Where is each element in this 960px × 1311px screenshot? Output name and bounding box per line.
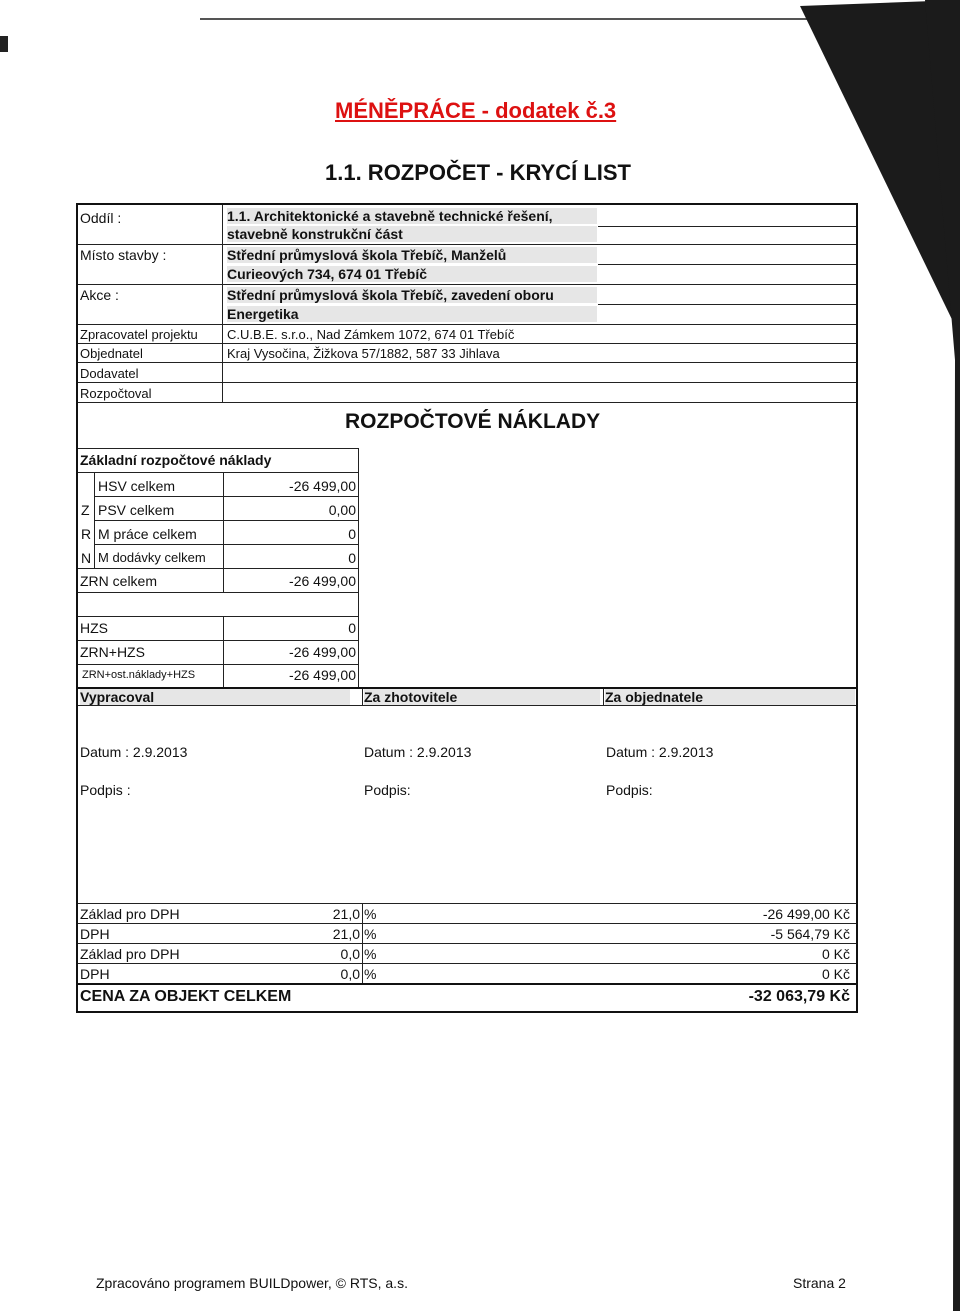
- rule: [78, 343, 856, 344]
- rule: [78, 943, 856, 944]
- rule: [78, 903, 856, 904]
- hzs-label: HZS: [80, 620, 108, 636]
- zakladni-heading: Základní rozpočtové náklady: [80, 452, 272, 468]
- hzs-value: 0: [348, 620, 356, 636]
- dph-row-4-unit: %: [364, 966, 377, 982]
- dph-row-3-label: Základ pro DPH: [80, 946, 180, 962]
- label-objednatel: Objednatel: [80, 346, 143, 361]
- rule: [78, 923, 856, 924]
- dph-row-1-unit: %: [364, 906, 377, 922]
- dph-row-4-amount: 0 Kč: [821, 966, 850, 982]
- rule: [358, 448, 359, 688]
- datum-zhotovitel: Datum : 2.9.2013: [364, 744, 472, 760]
- dph-row-4-label: DPH: [80, 966, 110, 982]
- scan-mark: [0, 36, 8, 52]
- zrn-ost-label: ZRN+ost.náklady+HZS: [82, 669, 196, 681]
- row-psv-label: PSV celkem: [98, 502, 175, 518]
- value-akce-1: Střední průmyslová škola Třebíč, zavedení oboru: [227, 287, 597, 303]
- document-title: MÉNĚPRÁCE - dodatek č.3: [335, 98, 617, 123]
- rule: [78, 592, 358, 593]
- rule: [94, 544, 358, 545]
- label-zpracovatel: Zpracovatel projektu: [80, 327, 198, 342]
- value-zpracovatel: C.U.B.E. s.r.o., Nad Zámkem 1072, 674 01 Třebíč: [227, 327, 515, 342]
- podpis-zhotovitel: Podpis:: [364, 782, 411, 798]
- label-za-objednatele: Za objednatele: [605, 689, 855, 705]
- scan-shadow-strip: [905, 0, 960, 1311]
- rule: [94, 496, 358, 497]
- value-misto-1: Střední průmyslová škola Třebíč, Manželů: [227, 247, 597, 263]
- row-psv-prefix: Z: [81, 502, 90, 518]
- footer-page-number: Strana 2: [793, 1275, 846, 1291]
- label-rozpoctoval: Rozpočtoval: [80, 386, 152, 401]
- label-oddil: Oddíl :: [80, 210, 122, 226]
- header-divider: [222, 205, 223, 403]
- row-mdodavky-label: M dodávky celkem: [98, 550, 206, 565]
- podpis-objednatel: Podpis:: [606, 782, 653, 798]
- rule: [78, 983, 856, 985]
- rule: [223, 616, 224, 688]
- row-hsv-label: HSV celkem: [98, 478, 176, 494]
- zrn-label: ZRN celkem: [80, 573, 158, 589]
- row-mdodavky-value: 0: [348, 550, 356, 566]
- dph-row-2-rate: 21,0: [332, 926, 360, 942]
- value-oddil-1: 1.1. Architektonické a stavebně technické řešení,: [227, 208, 597, 224]
- row-mprace-prefix: R: [81, 526, 92, 542]
- rule: [78, 963, 856, 964]
- dph-row-2-label: DPH: [80, 926, 110, 942]
- rule: [362, 689, 363, 705]
- rule: [78, 640, 358, 641]
- rule: [78, 448, 358, 449]
- document-subtitle: 1.1. ROZPOČET - KRYCÍ LIST: [325, 160, 631, 185]
- total-label: CENA ZA OBJEKT CELKEM: [80, 988, 292, 1005]
- dph-row-3-rate: 0,0: [340, 946, 360, 962]
- dph-row-1-amount: -26 499,00 Kč: [762, 906, 850, 922]
- rule: [78, 472, 358, 473]
- section-heading-rozpoctove-naklady: ROZPOČTOVÉ NÁKLADY: [345, 410, 601, 433]
- rule: [598, 226, 856, 227]
- rule: [78, 705, 856, 706]
- rule: [78, 362, 856, 363]
- value-misto-2: Curieových 734, 674 01 Třebíč: [227, 266, 597, 282]
- row-psv-value: 0,00: [328, 502, 356, 518]
- zrn-hzs-value: -26 499,00: [289, 644, 356, 660]
- value-objednatel: Kraj Vysočina, Žižkova 57/1882, 587 33 Jihlava: [227, 346, 500, 361]
- value-oddil-2: stavebně konstrukční část: [227, 226, 597, 242]
- rule: [78, 664, 358, 665]
- row-mdodavky-prefix: N: [81, 550, 92, 566]
- zrn-hzs-label: ZRN+HZS: [80, 644, 145, 660]
- rule: [603, 689, 604, 705]
- dph-row-1-label: Základ pro DPH: [80, 906, 180, 922]
- rule: [78, 568, 358, 569]
- label-akce: Akce :: [80, 287, 119, 303]
- zrn-value: -26 499,00: [289, 573, 356, 589]
- datum-objednatel: Datum : 2.9.2013: [606, 744, 714, 760]
- row-mprace-label: M práce celkem: [98, 526, 197, 542]
- zrn-ost-value: -26 499,00: [289, 667, 356, 683]
- rule: [598, 264, 856, 265]
- rule: [598, 304, 856, 305]
- row-mprace-value: 0: [348, 526, 356, 542]
- datum-vypracoval: Datum : 2.9.2013: [80, 744, 188, 760]
- total-value: -32 063,79 Kč: [748, 988, 850, 1005]
- rule: [78, 402, 856, 403]
- podpis-vypracoval: Podpis :: [80, 782, 131, 798]
- label-misto: Místo stavby :: [80, 247, 167, 263]
- dph-row-2-unit: %: [364, 926, 377, 942]
- row-hsv-value: -26 499,00: [289, 478, 356, 494]
- value-akce-2: Energetika: [227, 306, 597, 322]
- label-za-zhotovitele: Za zhotovitele: [364, 689, 600, 705]
- dph-row-3-unit: %: [364, 946, 377, 962]
- dph-row-3-amount: 0 Kč: [821, 946, 850, 962]
- rule: [78, 382, 856, 383]
- rule: [94, 520, 358, 521]
- dph-row-4-rate: 0,0: [340, 966, 360, 982]
- rule: [78, 616, 358, 617]
- footer-program: Zpracováno programem BUILDpower, © RTS, a.s.: [96, 1275, 408, 1291]
- rule: [223, 472, 224, 592]
- dph-row-2-amount: -5 564,79 Kč: [770, 926, 850, 942]
- rule: [78, 284, 856, 285]
- label-vypracoval: Vypracoval: [80, 689, 350, 705]
- label-dodavatel: Dodavatel: [80, 366, 139, 381]
- rule: [78, 324, 856, 325]
- dph-row-1-rate: 21,0: [332, 906, 360, 922]
- rule: [78, 244, 856, 245]
